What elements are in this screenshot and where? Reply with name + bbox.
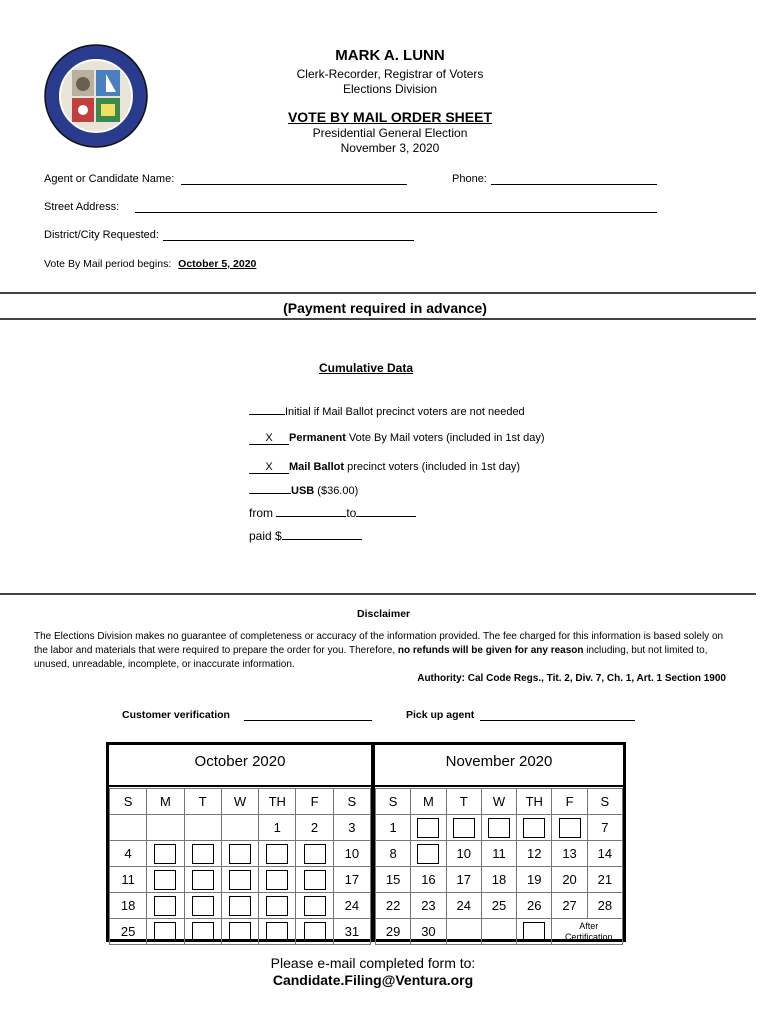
nov-day-checkbox-cell (481, 815, 516, 841)
usb-row (249, 483, 358, 497)
oct-day-checkbox[interactable] (229, 922, 251, 942)
oct-day-checkbox-cell (147, 841, 184, 867)
nov-day-cell: 25 (481, 893, 516, 919)
nov-day-cell: 17 (446, 867, 481, 893)
nov-week-row (376, 867, 623, 893)
usb-label: USB (291, 485, 315, 497)
nov-day-checkbox-cell (411, 815, 446, 841)
oct-day-checkbox[interactable] (304, 922, 326, 942)
nov-day-cell: 10 (446, 841, 481, 867)
oct-week-row (110, 867, 371, 893)
pickup-agent-line[interactable] (480, 720, 635, 721)
oct-day-cell: 3 (333, 815, 370, 841)
nov-day-cell: 29 (376, 919, 411, 945)
oct-weekday: F (296, 789, 333, 815)
disclaimer-rule (0, 593, 756, 595)
paid-row (249, 529, 362, 543)
oct-day-checkbox[interactable] (266, 844, 288, 864)
oct-weekday: T (184, 789, 221, 815)
oct-day-checkbox[interactable] (154, 844, 176, 864)
street-line[interactable] (135, 212, 657, 213)
oct-weekday: M (147, 789, 184, 815)
nov-day-cell: 22 (376, 893, 411, 919)
nov-day-cell: 19 (517, 867, 552, 893)
oct-day-checkbox-cell (147, 867, 184, 893)
nov-day-cell: 18 (481, 867, 516, 893)
nov-day-cell: 27 (552, 893, 587, 919)
authority-citation: Authority: Cal Code Regs., Tit. 2, Div. 7, Ch. 1, Art. 1 Section 1900 (417, 673, 726, 684)
permanent-text: Vote By Mail voters (included in 1st day) (345, 432, 545, 444)
disclaimer-no-refunds: no refunds will be given for any reason (397, 645, 584, 656)
county-seal (44, 44, 148, 148)
november-title: November 2020 (445, 753, 553, 770)
oct-empty-cell (147, 815, 184, 841)
oct-day-checkbox-cell (184, 893, 221, 919)
nov-day-cell: 1 (376, 815, 411, 841)
oct-day-checkbox[interactable] (229, 896, 251, 916)
oct-day-checkbox-cell (296, 893, 333, 919)
oct-day-checkbox-cell (296, 841, 333, 867)
october-title: October 2020 (194, 753, 286, 770)
nov-day-cell: 30 (411, 919, 446, 945)
customer-verification-line[interactable] (244, 720, 372, 721)
oct-day-checkbox[interactable] (192, 922, 214, 942)
election-name: Presidential General Election (312, 126, 468, 140)
nov-day-cell: 16 (411, 867, 446, 893)
usb-blank[interactable] (249, 483, 291, 494)
permanent-label: Permanent (289, 432, 346, 444)
oct-week-row (110, 919, 371, 945)
nov-day-checkbox-cell (517, 815, 552, 841)
nov-day-checkbox[interactable] (523, 922, 545, 942)
agent-name-line[interactable] (181, 184, 407, 185)
nov-week-row (376, 919, 623, 945)
street-label: Street Address: (44, 201, 120, 213)
paid-blank[interactable] (282, 529, 362, 540)
oct-day-checkbox[interactable] (154, 870, 176, 890)
oct-day-cell: 31 (333, 919, 370, 945)
october-calendar (109, 788, 371, 945)
nov-day-checkbox[interactable] (417, 844, 439, 864)
to-blank[interactable] (356, 506, 416, 517)
nov-day-checkbox-cell (517, 919, 552, 945)
nov-empty-cell (446, 919, 481, 945)
oct-day-checkbox[interactable] (229, 870, 251, 890)
oct-day-checkbox[interactable] (229, 844, 251, 864)
nov-day-checkbox[interactable] (488, 818, 510, 838)
oct-day-checkbox-cell (259, 919, 296, 945)
nov-day-cell: 20 (552, 867, 587, 893)
official-name: MARK A. LUNN (335, 47, 445, 64)
district-label: District/City Requested: (44, 229, 159, 241)
initial-blank[interactable] (249, 404, 285, 415)
oct-weekday-row (110, 789, 371, 815)
oct-day-cell: 4 (110, 841, 147, 867)
nov-day-checkbox[interactable] (523, 818, 545, 838)
oct-day-cell: 11 (110, 867, 147, 893)
oct-day-checkbox-cell (259, 893, 296, 919)
nov-week-row (376, 815, 623, 841)
nov-day-cell: 11 (481, 841, 516, 867)
from-label: from (249, 506, 273, 520)
nov-day-checkbox[interactable] (417, 818, 439, 838)
oct-day-checkbox-cell (221, 867, 258, 893)
district-line[interactable] (163, 240, 414, 241)
nov-empty-cell (481, 919, 516, 945)
mail-ballot-row (249, 461, 520, 474)
oct-week-row (110, 841, 371, 867)
nov-day-cell: 28 (587, 893, 622, 919)
nov-week-row (376, 893, 623, 919)
nov-day-checkbox[interactable] (453, 818, 475, 838)
oct-day-cell: 17 (333, 867, 370, 893)
nov-day-checkbox-cell (411, 841, 446, 867)
top-rule (0, 292, 756, 294)
nov-day-checkbox-cell (552, 815, 587, 841)
nov-weekday-row (376, 789, 623, 815)
payment-note: (Payment required in advance) (283, 300, 487, 316)
division-name: Elections Division (342, 82, 438, 96)
pickup-agent-label: Pick up agent (406, 709, 475, 721)
customer-verification-label: Customer verification (122, 709, 230, 721)
nov-day-checkbox-cell (446, 815, 481, 841)
nov-day-checkbox[interactable] (559, 818, 581, 838)
disclaimer-title: Disclaimer (357, 608, 411, 620)
agent-label: Agent or Candidate Name: (44, 173, 175, 185)
nov-weekday: S (376, 789, 411, 815)
nov-day-cell: 7 (587, 815, 622, 841)
oct-empty-cell (221, 815, 258, 841)
phone-label: Phone: (452, 173, 487, 185)
period-label: Vote By Mail period begins: (44, 258, 172, 270)
usb-price: ($36.00) (314, 485, 359, 497)
oct-day-cell: 24 (333, 893, 370, 919)
oct-week-row (110, 893, 371, 919)
oct-day-checkbox-cell (296, 919, 333, 945)
initial-text: Initial if Mail Ballot precinct voters are not needed (285, 406, 525, 418)
office-block (180, 67, 600, 97)
nov-weekday: TH (517, 789, 552, 815)
oct-day-checkbox[interactable] (266, 922, 288, 942)
oct-day-checkbox-cell (221, 919, 258, 945)
period-row (44, 258, 256, 270)
oct-day-cell: 2 (296, 815, 333, 841)
nov-day-cell: 13 (552, 841, 587, 867)
oct-day-checkbox[interactable] (304, 870, 326, 890)
disclaimer-text (34, 630, 734, 672)
from-blank[interactable] (276, 506, 346, 517)
from-to-row (249, 506, 416, 520)
oct-weekday: S (333, 789, 370, 815)
oct-day-checkbox[interactable] (154, 922, 176, 942)
period-value: October 5, 2020 (178, 258, 257, 270)
nov-weekday: M (411, 789, 446, 815)
nov-weekday: T (446, 789, 481, 815)
oct-weekday: TH (259, 789, 296, 815)
oct-empty-cell (184, 815, 221, 841)
oct-day-checkbox[interactable] (304, 844, 326, 864)
oct-day-cell: 10 (333, 841, 370, 867)
oct-day-checkbox-cell (259, 867, 296, 893)
nov-day-cell: 21 (587, 867, 622, 893)
oct-day-checkbox[interactable] (192, 844, 214, 864)
to-label: to (346, 506, 357, 520)
nov-week-row (376, 841, 623, 867)
nov-day-cell: 23 (411, 893, 446, 919)
email-address[interactable]: Candidate.Filing@Ventura.org (272, 972, 474, 988)
oct-day-checkbox[interactable] (154, 896, 176, 916)
paid-label: paid $ (249, 529, 282, 543)
office-title: Clerk-Recorder, Registrar of Voters (296, 67, 484, 81)
cumulative-title: Cumulative Data (319, 361, 414, 375)
nov-day-cell: 15 (376, 867, 411, 893)
disclaimer-text-1: The Elections Division makes no guarantee of completeness or accuracy of the information provided. The fee charged for this information is based solely on the labor and materials that were required to prepare the order for you. Therefore, (34, 631, 724, 656)
email-instruction: Please e-mail completed form to: (270, 955, 476, 971)
nov-day-cell: 26 (517, 893, 552, 919)
disclaimer-text-2: including, but not limited to, unused, unreadable, incomplete, or inaccurate information. (34, 645, 708, 670)
oct-weekday: S (110, 789, 147, 815)
oct-day-cell: 1 (259, 815, 296, 841)
november-calendar (375, 788, 623, 945)
phone-line[interactable] (491, 184, 657, 185)
nov-day-cell: 24 (446, 893, 481, 919)
oct-day-checkbox-cell (259, 841, 296, 867)
nov-day-cell: 12 (517, 841, 552, 867)
oct-day-checkbox-cell (296, 867, 333, 893)
oct-day-checkbox[interactable] (304, 896, 326, 916)
oct-day-checkbox[interactable] (266, 870, 288, 890)
nov-day-cell: 8 (376, 841, 411, 867)
oct-day-cell: 25 (110, 919, 147, 945)
permanent-row (249, 432, 545, 445)
nov-day-cell: 14 (587, 841, 622, 867)
oct-day-checkbox-cell (147, 919, 184, 945)
oct-day-cell: 18 (110, 893, 147, 919)
bottom-rule (0, 318, 756, 320)
oct-day-checkbox-cell (184, 919, 221, 945)
nov-header-rule (375, 785, 623, 787)
oct-header-rule (109, 785, 371, 787)
nov-weekday: W (481, 789, 516, 815)
oct-weekday: W (221, 789, 258, 815)
oct-empty-cell (110, 815, 147, 841)
mail-ballot-label: Mail Ballot (289, 461, 345, 473)
nov-weekday: F (552, 789, 587, 815)
oct-day-checkbox[interactable] (192, 870, 214, 890)
oct-day-checkbox-cell (147, 893, 184, 919)
election-block (180, 126, 600, 156)
oct-day-checkbox-cell (184, 867, 221, 893)
nov-weekday: S (587, 789, 622, 815)
mail-ballot-text: precinct voters (included in 1st day) (344, 461, 521, 473)
oct-day-checkbox-cell (184, 841, 221, 867)
initial-row (249, 404, 525, 418)
oct-week-row (110, 815, 371, 841)
permanent-mark[interactable]: X (249, 432, 289, 445)
oct-day-checkbox-cell (221, 893, 258, 919)
election-date: November 3, 2020 (340, 141, 440, 155)
oct-day-checkbox-cell (221, 841, 258, 867)
oct-day-checkbox[interactable] (266, 896, 288, 916)
nov-after-certification: After Certification (552, 919, 623, 945)
oct-day-checkbox[interactable] (192, 896, 214, 916)
form-title: VOTE BY MAIL ORDER SHEET (287, 109, 493, 125)
mail-ballot-mark[interactable]: X (249, 461, 289, 474)
